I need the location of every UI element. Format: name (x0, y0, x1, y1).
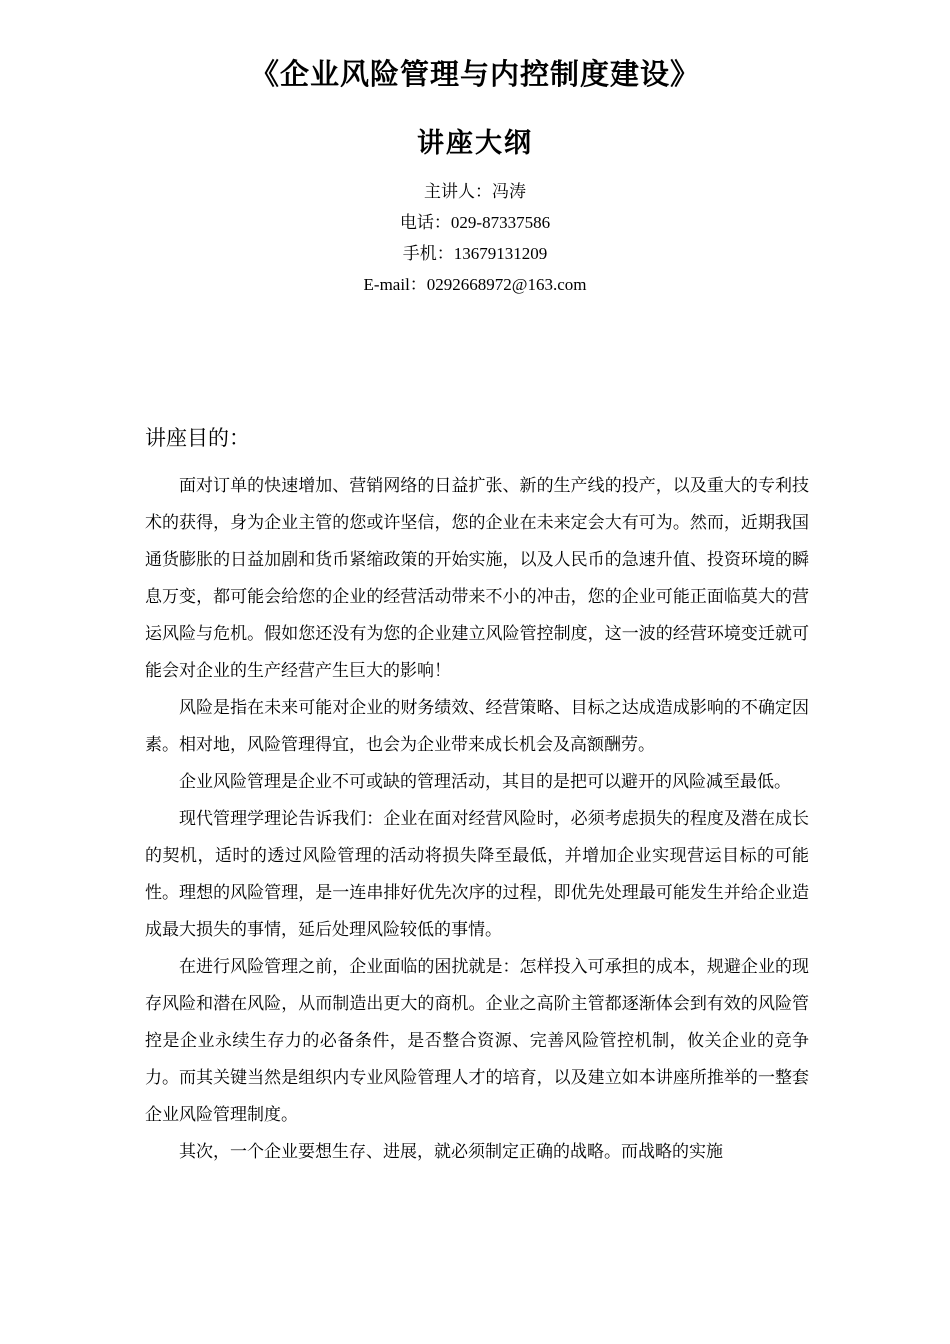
email-line: E-mail：0292668972@163.com (363, 275, 587, 294)
paragraph: 风险是指在未来可能对企业的财务绩效、经营策略、目标之达成造成影响的不确定因素。相对地，风险管理得宜，也会为企业带来成长机会及高额酬劳。 (145, 698, 809, 755)
section-heading: 讲座目的： (145, 426, 250, 450)
phone-line: 电话：029-87337586 (399, 213, 551, 232)
paragraph: 在进行风险管理之前，企业面临的困扰就是：怎样投入可承担的成本，规避企业的现存风险和潜在风险，从而制造出更大的商机。企业之高阶主管都逐渐体会到有效的风险管控是企业永续生存力的必备条件，是否整合资源、完善风险管控机制，攸关企业的竞争力。而其关键当然是组织内专业风险管理人才的培育，以及建立如本讲座所推举的一整套企业风险管理制度。 (145, 957, 809, 1125)
paragraph: 面对订单的快速增加、营销网络的日益扩张、新的生产线的投产，以及重大的专利技术的获得，身为企业主管的您或许坚信，您的企业在未来定会大有可为。然而，近期我国通货膨胀的日益加剧和货币紧缩政策的开始实施，以及人民币的急速升值、投资环境的瞬息万变，都可能会给您的企业的经营活动带来不小的冲击，您的企业可能正面临莫大的营运风险与危机。假如您还没有为您的企业建立风险管控制度，这一波的经营环境变迁就可能会对企业的生产经营产生巨大的影响！ (145, 476, 809, 681)
contact-block (0, 176, 950, 300)
mobile-line: 手机：13679131209 (402, 244, 548, 263)
paragraph: 其次，一个企业要想生存、进展，就必须制定正确的战略。而战略的实施 (179, 1142, 723, 1162)
speaker-line: 主讲人：冯涛 (424, 182, 526, 201)
paragraph: 企业风险管理是企业不可或缺的管理活动，其目的是把可以避开的风险减至最低。 (179, 772, 791, 792)
document-title: 《企业风险管理与内控制度建设》 (249, 57, 700, 91)
paragraph: 现代管理学理论告诉我们：企业在面对经营风险时，必须考虑损失的程度及潜在成长的契机，适时的透过风险管理的活动将损失降至最低，并增加企业实现营运目标的可能性。理想的风险管理，是一连串排好优先次序的过程，即优先处理最可能发生并给企业造成最大损失的事情，延后处理风险较低的事情。 (145, 809, 809, 940)
body-text (145, 468, 809, 1171)
document-subtitle: 讲座大纲 (417, 128, 533, 159)
